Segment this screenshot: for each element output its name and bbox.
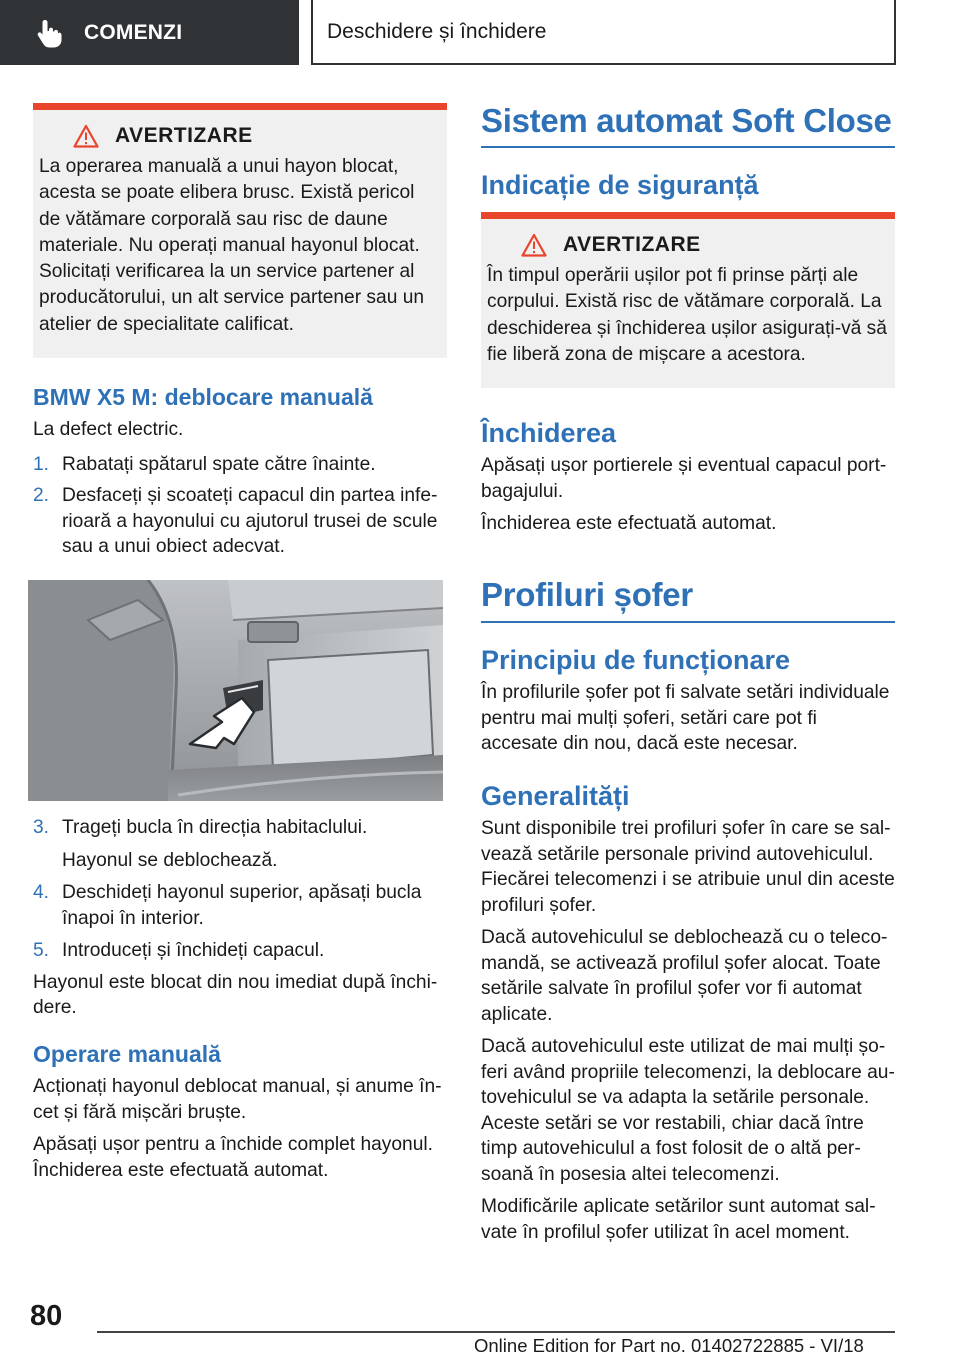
step-text: Introduceți și închideți capacul.: [62, 940, 325, 961]
section-heading: Generalități: [481, 781, 630, 811]
outro-text: Hayonul este blocat din nou imediat după închidere.: [33, 971, 438, 1018]
warning-text: În timpul operării ușilor pot fi prinse părți ale corpului. Există risc de vătămare corporală. La deschiderea și închiderea ușilor asigurați-vă să fie liberă zona de mișcare a acestora.: [487, 265, 887, 365]
step-result: Hayonul se deblochează.: [62, 849, 278, 871]
step-number: 1.: [33, 453, 50, 475]
step-number: 4.: [33, 882, 50, 903]
footer-edition: Online Edition for Part no. 01402722885 - VI/18: [474, 1335, 864, 1356]
heading-rule: [481, 621, 895, 623]
paragraph: Apăsați ușor portierele și eventual capacul portbagajului.: [481, 455, 887, 502]
warning-title: AVERTIZARE: [115, 124, 253, 147]
paragraph: Apăsați ușor pentru a închide complet hayonul. Închiderea este efectuată automat.: [33, 1134, 433, 1181]
section-manual-unlock: [33, 384, 447, 560]
tailgate-release-photo: [28, 580, 443, 801]
warning-triangle-icon: [73, 124, 99, 148]
step-list-a: [33, 452, 447, 560]
step-list-b: [33, 815, 447, 1021]
step-number: 5.: [33, 940, 50, 961]
paragraph: Dacă autovehiculul se deblochează cu o telecomandă, se activează profilul șofer alocat. Toate setările salvate în profilul șofer vor fi automat aplicate.: [481, 927, 888, 1025]
step-text: Deschideți hayonul superior, apăsați bucla înapoi în interior.: [62, 882, 422, 929]
list-item: [33, 452, 447, 478]
section-heading: Închiderea: [481, 418, 617, 448]
section-heading: BMW X5 M: deblocare manuală: [33, 384, 373, 410]
section-soft-close: [481, 102, 895, 201]
warning-box-tailgate: [33, 103, 447, 358]
step-text: Rabatați spătarul spate către înainte.: [62, 453, 376, 475]
list-item: [33, 880, 447, 931]
chapter-tab[interactable]: [0, 0, 299, 65]
page-heading: Sistem automat Soft Close: [481, 102, 892, 139]
intro-text: La defect electric.: [33, 419, 184, 440]
list-item: [33, 938, 447, 964]
section-driver-profiles: [481, 576, 895, 757]
step-number: 2.: [33, 485, 50, 506]
warning-box-doors: [481, 212, 895, 388]
warning-text: La operarea manuală a unui hayon blocat, acesta se poate elibera brusc. Există pericol de vătămare corporală sau risc de daune materiale. Nu operați manual hayonul blocat. Solicitați verificarea la un service partener al producătorului, un alt service partener sau un atelier de specialitate calificat.: [39, 156, 425, 335]
section-heading: Indicație de siguranță: [481, 170, 759, 200]
paragraph: Acționați hayonul deblocat manual, și anume încet și fără mișcări bruște.: [33, 1076, 442, 1123]
paragraph: Dacă autovehiculul este utilizat de mai mulți șoferi având propriile telecomenzi, la deblocare autovehiculul se va adapta la setările personale. Aceste setări se vor restabili, chiar dacă între timp autovehiculul a fost folosit de o altă persoană în posesia altei telecomenzi.: [481, 1036, 895, 1185]
hand-pointer-icon: [36, 17, 64, 49]
footer-rule: [97, 1331, 895, 1333]
page-heading: Profiluri șofer: [481, 576, 693, 613]
paragraph: Sunt disponibile trei profiluri șofer în care se salvează setările personale privind autovehiculul. Fiecărei telecomenzi i se atribuie unul din aceste profiluri șofer.: [481, 818, 895, 916]
heading-rule: [481, 146, 895, 148]
paragraph: În profilurile șofer pot fi salvate setări individuale pentru mai mulți șoferi, setări care pot fi accesate din nou, dacă este necesar.: [481, 682, 890, 754]
section-closing: [481, 418, 895, 537]
list-item: [33, 483, 447, 560]
chapter-label: COMENZI: [84, 20, 183, 44]
paragraph: Închiderea este efectuată automat.: [481, 513, 777, 534]
warning-triangle-icon: [521, 233, 547, 257]
paragraph: Modificările aplicate setărilor sunt automat salvate în profilul șofer utilizat în acel moment.: [481, 1196, 876, 1243]
section-manual-operation: [33, 1041, 447, 1183]
page-number: 80: [30, 1300, 63, 1332]
step-text: Desfaceți și scoateți capacul din partea inferioară a hayonului cu ajutorul trusei de scule sau a unui obiect adecvat.: [62, 485, 438, 557]
section-title: Deschidere și închidere: [327, 19, 547, 43]
section-header: [311, 0, 896, 65]
step-number: 3.: [33, 817, 50, 838]
section-general: [481, 781, 895, 1245]
list-item: [33, 815, 447, 841]
section-heading: Operare manuală: [33, 1041, 221, 1067]
section-heading: Principiu de funcționare: [481, 645, 791, 675]
step-text: Trageți bucla în direcția habitaclului.: [62, 817, 368, 838]
warning-title: AVERTIZARE: [563, 233, 701, 256]
